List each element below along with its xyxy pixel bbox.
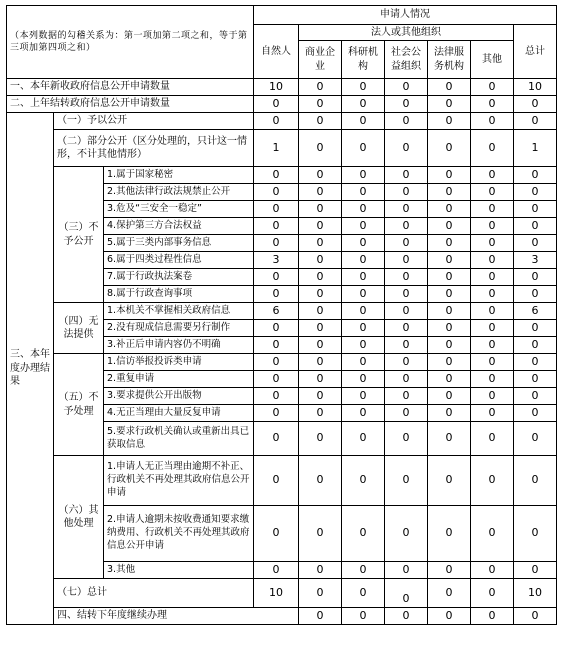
category-label: （三）不予公开 — [54, 167, 104, 303]
cell-value: 0 — [342, 422, 385, 456]
cell-value: 0 — [471, 167, 514, 184]
cell-value: 0 — [428, 79, 471, 96]
cell-value: 0 — [514, 113, 557, 130]
cell-value: 0 — [514, 456, 557, 506]
cell-value: 0 — [471, 337, 514, 354]
cell-value: 0 — [342, 269, 385, 286]
cell-value: 0 — [428, 235, 471, 252]
cell-value: 0 — [385, 286, 428, 303]
cell-value: 0 — [385, 506, 428, 562]
row-label: 3.其他 — [104, 562, 254, 579]
cell-value: 0 — [514, 167, 557, 184]
cell-value: 0 — [299, 579, 342, 608]
cell-value: 0 — [385, 354, 428, 371]
cell-value: 0 — [471, 184, 514, 201]
cell-value: 0 — [342, 286, 385, 303]
cell-value: 0 — [385, 422, 428, 456]
social-welfare-header: 社会公益组织 — [385, 41, 428, 79]
row-label: 3.要求提供公开出版物 — [104, 388, 254, 405]
cell-value: 0 — [428, 405, 471, 422]
cell-value: 0 — [254, 422, 299, 456]
cell-value: 0 — [471, 113, 514, 130]
cell-value: 0 — [428, 608, 471, 625]
cell-value: 0 — [385, 96, 428, 113]
cell-value: 0 — [254, 506, 299, 562]
cell-value: 0 — [342, 201, 385, 218]
cell-value: 0 — [342, 388, 385, 405]
cell-value: 0 — [471, 579, 514, 608]
total-header: 总计 — [514, 25, 557, 79]
cell-value: 0 — [428, 218, 471, 235]
applicant-situation-header: 申请人情况 — [254, 6, 557, 25]
cell-value: 0 — [385, 184, 428, 201]
cell-value: 0 — [471, 320, 514, 337]
cell-value: 0 — [299, 303, 342, 320]
cell-value: 0 — [342, 506, 385, 562]
cell-value: 0 — [254, 286, 299, 303]
table-row — [7, 608, 557, 625]
cell-value: 0 — [385, 113, 428, 130]
row-label: 二、上年结转政府信息公开申请数量 — [7, 96, 254, 113]
cell-value: 0 — [254, 388, 299, 405]
table-note: （本列数据的勾稽关系为：第一项加第二项之和，等于第三项加第四项之和） — [7, 6, 254, 79]
row-label: 7.属于行政执法案卷 — [104, 269, 254, 286]
cell-value: 0 — [299, 235, 342, 252]
cell-value: 0 — [471, 405, 514, 422]
natural-person-header: 自然人 — [254, 25, 299, 79]
cell-value: 0 — [385, 167, 428, 184]
cell-value: 0 — [471, 354, 514, 371]
cell-value: 0 — [514, 562, 557, 579]
cell-value: 0 — [299, 388, 342, 405]
row-label: （二）部分公开（区分处理的，只计这一情形，不计其他情形） — [54, 130, 254, 167]
category-label: （六）其他处理 — [54, 456, 104, 579]
row-label: 6.属于四类过程性信息 — [104, 252, 254, 269]
cell-value: 0 — [514, 506, 557, 562]
commercial-header: 商业企业 — [299, 41, 342, 79]
legal-service-header: 法律服务机构 — [428, 41, 471, 79]
cell-value: 0 — [299, 113, 342, 130]
cell-value: 0 — [385, 235, 428, 252]
cell-value: 0 — [471, 201, 514, 218]
cell-value: 0 — [342, 167, 385, 184]
row-label: 1.信访举报投诉类申请 — [104, 354, 254, 371]
cell-value: 0 — [471, 96, 514, 113]
cell-value: 0 — [385, 388, 428, 405]
cell-value: 0 — [342, 354, 385, 371]
cell-value: 0 — [428, 184, 471, 201]
cell-value: 0 — [471, 506, 514, 562]
cell-value: 0 — [385, 371, 428, 388]
cell-value: 0 — [254, 184, 299, 201]
row-label: 3.危及“三安全一稳定” — [104, 201, 254, 218]
cell-value: 0 — [385, 79, 428, 96]
cell-value: 6 — [514, 303, 557, 320]
cell-value: 0 — [514, 337, 557, 354]
statistics-table — [6, 5, 557, 625]
cell-value: 0 — [514, 354, 557, 371]
cell-value: 0 — [342, 562, 385, 579]
cell-value: 0 — [385, 218, 428, 235]
cell-value: 0 — [299, 354, 342, 371]
table-row — [7, 167, 557, 184]
cell-value: 0 — [471, 422, 514, 456]
cell-value: 0 — [299, 608, 342, 625]
cell-value: 0 — [254, 218, 299, 235]
table-row — [7, 113, 557, 130]
cell-value: 0 — [342, 79, 385, 96]
cell-value: 0 — [471, 303, 514, 320]
table-row — [7, 354, 557, 371]
cell-value: 0 — [514, 371, 557, 388]
cell-value: 0 — [254, 96, 299, 113]
cell-value: 0 — [342, 608, 385, 625]
cell-value: 0 — [471, 456, 514, 506]
cell-value: 0 — [385, 130, 428, 167]
cell-value: 0 — [342, 456, 385, 506]
cell-value: 0 — [254, 235, 299, 252]
cell-value: 10 — [514, 79, 557, 96]
row-label: 4.保护第三方合法权益 — [104, 218, 254, 235]
table-row — [7, 579, 557, 608]
cell-value: 0 — [385, 303, 428, 320]
cell-value: 0 — [514, 269, 557, 286]
cell-value: 1 — [254, 130, 299, 167]
cell-value: 0 — [254, 269, 299, 286]
cell-value: 0 — [342, 130, 385, 167]
cell-value: 0 — [342, 320, 385, 337]
cell-value: 0 — [514, 235, 557, 252]
cell-value: 0 — [299, 422, 342, 456]
cell-value: 0 — [514, 96, 557, 113]
cell-value: 0 — [514, 388, 557, 405]
cell-value: 10 — [254, 79, 299, 96]
cell-value: 0 — [299, 79, 342, 96]
row-label: 四、结转下年度继续办理 — [54, 608, 299, 625]
cell-value: 0 — [385, 337, 428, 354]
legal-group-header: 法人或其他组织 — [299, 25, 514, 41]
cell-value: 0 — [514, 286, 557, 303]
cell-value: 10 — [254, 579, 299, 608]
cell-value: 0 — [385, 405, 428, 422]
cell-value: 0 — [254, 562, 299, 579]
row-label: 1.申请人无正当理由逾期不补正、行政机关不再处理其政府信息公开申请 — [104, 456, 254, 506]
cell-value: 0 — [514, 320, 557, 337]
cell-value: 0 — [471, 608, 514, 625]
cell-value: 0 — [428, 269, 471, 286]
cell-value: 0 — [299, 405, 342, 422]
cell-value: 0 — [428, 579, 471, 608]
row-label: 一、本年新收政府信息公开申请数量 — [7, 79, 254, 96]
cell-value: 0 — [299, 201, 342, 218]
cell-value: 0 — [385, 252, 428, 269]
table-row — [7, 79, 557, 96]
cell-value: 0 — [514, 184, 557, 201]
row-label: （七）总计 — [54, 579, 254, 608]
cell-value: 0 — [342, 252, 385, 269]
cell-value: 0 — [299, 269, 342, 286]
row-label: 5.要求行政机关确认或重新出具已获取信息 — [104, 422, 254, 456]
cell-value: 0 — [471, 218, 514, 235]
cell-value: 0 — [471, 252, 514, 269]
cell-value: 0 — [471, 562, 514, 579]
cell-value: 0 — [254, 337, 299, 354]
cell-value: 0 — [385, 562, 428, 579]
cell-value: 0 — [254, 456, 299, 506]
cell-value: 0 — [514, 218, 557, 235]
table-row — [7, 96, 557, 113]
cell-value: 0 — [342, 405, 385, 422]
cell-value: 0 — [385, 579, 428, 608]
row-label: 5.属于三类内部事务信息 — [104, 235, 254, 252]
cell-value: 0 — [299, 562, 342, 579]
row-label: 2.重复申请 — [104, 371, 254, 388]
cell-value: 0 — [385, 456, 428, 506]
cell-value: 0 — [342, 337, 385, 354]
cell-value: 3 — [254, 252, 299, 269]
cell-value: 0 — [299, 320, 342, 337]
table-row — [7, 303, 557, 320]
cell-value: 0 — [254, 371, 299, 388]
cell-value: 0 — [428, 167, 471, 184]
cell-value: 0 — [514, 608, 557, 625]
category-label: （四）无法提供 — [54, 303, 104, 354]
cell-value: 0 — [342, 579, 385, 608]
cell-value: 0 — [342, 235, 385, 252]
row-label: 2.其他法律行政法规禁止公开 — [104, 184, 254, 201]
cell-value: 0 — [471, 286, 514, 303]
cell-value: 0 — [428, 320, 471, 337]
cell-value: 0 — [428, 354, 471, 371]
table-row — [7, 130, 557, 167]
category-label: （五）不予处理 — [54, 354, 104, 456]
cell-value: 0 — [299, 218, 342, 235]
cell-value: 0 — [471, 235, 514, 252]
cell-value: 0 — [428, 388, 471, 405]
row-label: 3.补正后申请内容仍不明确 — [104, 337, 254, 354]
cell-value: 0 — [342, 96, 385, 113]
cell-value: 0 — [254, 167, 299, 184]
cell-value: 0 — [428, 252, 471, 269]
cell-value: 0 — [428, 422, 471, 456]
row-label: （一）予以公开 — [54, 113, 254, 130]
section-three-label: 三、本年度办理结果 — [7, 113, 54, 625]
cell-value: 0 — [428, 371, 471, 388]
cell-value: 0 — [428, 130, 471, 167]
cell-value: 0 — [299, 506, 342, 562]
row-label: 2.没有现成信息需要另行制作 — [104, 320, 254, 337]
cell-value: 0 — [385, 608, 428, 625]
cell-value: 0 — [428, 303, 471, 320]
cell-value: 1 — [514, 130, 557, 167]
cell-value: 0 — [428, 113, 471, 130]
table-row — [7, 456, 557, 506]
cell-value: 0 — [385, 201, 428, 218]
cell-value: 0 — [342, 218, 385, 235]
cell-value: 0 — [342, 113, 385, 130]
cell-value: 0 — [428, 562, 471, 579]
cell-value: 0 — [471, 79, 514, 96]
cell-value: 0 — [299, 96, 342, 113]
cell-value: 0 — [254, 113, 299, 130]
cell-value: 0 — [299, 337, 342, 354]
cell-value: 0 — [342, 371, 385, 388]
cell-value: 0 — [299, 130, 342, 167]
cell-value: 0 — [385, 320, 428, 337]
cell-value: 0 — [299, 286, 342, 303]
row-label: 8.属于行政查询事项 — [104, 286, 254, 303]
cell-value: 3 — [514, 252, 557, 269]
cell-value: 0 — [514, 405, 557, 422]
row-label: 1.本机关不掌握相关政府信息 — [104, 303, 254, 320]
cell-value: 0 — [514, 201, 557, 218]
cell-value: 0 — [428, 96, 471, 113]
cell-value: 0 — [428, 286, 471, 303]
row-label: 1.属于国家秘密 — [104, 167, 254, 184]
cell-value: 0 — [471, 130, 514, 167]
cell-value: 0 — [254, 354, 299, 371]
cell-value: 0 — [254, 201, 299, 218]
cell-value: 10 — [514, 579, 557, 608]
cell-value: 0 — [299, 184, 342, 201]
row-label: 4.无正当理由大量反复申请 — [104, 405, 254, 422]
cell-value: 0 — [299, 371, 342, 388]
cell-value: 0 — [385, 269, 428, 286]
row-label: 2.申请人逾期未按收费通知要求缴纳费用、行政机关不再处理其政府信息公开申请 — [104, 506, 254, 562]
cell-value: 0 — [514, 422, 557, 456]
research-header: 科研机构 — [342, 41, 385, 79]
other-header: 其他 — [471, 41, 514, 79]
cell-value: 0 — [428, 456, 471, 506]
cell-value: 0 — [342, 303, 385, 320]
cell-value: 0 — [471, 371, 514, 388]
cell-value: 0 — [428, 337, 471, 354]
cell-value: 0 — [254, 405, 299, 422]
cell-value: 0 — [254, 320, 299, 337]
cell-value: 0 — [471, 269, 514, 286]
cell-value: 0 — [299, 167, 342, 184]
cell-value: 0 — [342, 184, 385, 201]
cell-value: 0 — [428, 201, 471, 218]
cell-value: 0 — [299, 456, 342, 506]
cell-value: 0 — [299, 252, 342, 269]
cell-value: 0 — [471, 388, 514, 405]
cell-value: 0 — [428, 506, 471, 562]
cell-value: 6 — [254, 303, 299, 320]
